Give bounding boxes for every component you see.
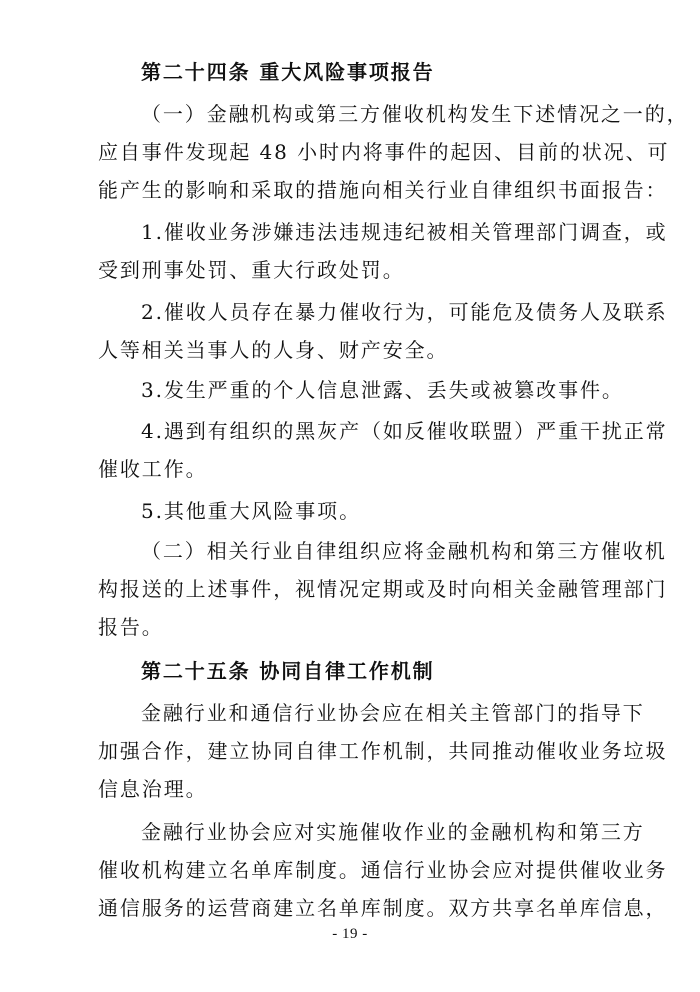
paragraph-line: 能产生的影响和采取的措施向相关行业自律组织书面报告： [98, 178, 668, 202]
paragraph-line: （一）金融机构或第三方催收机构发生下述情况之一的， [141, 102, 689, 126]
paragraph-line: 金融行业协会应对实施催收作业的金融机构和第三方 [141, 820, 645, 844]
article-24-heading: 第二十四条 重大风险事项报告 [141, 60, 435, 84]
list-item-line: 1.催收业务涉嫌违法违规违纪被相关管理部门调查，或 [141, 220, 668, 244]
list-item-line: 5.其他重大风险事项。 [141, 499, 361, 523]
paragraph-line: 加强合作，建立协同自律工作机制，共同推动催收业务垃圾 [98, 739, 668, 763]
list-item-line: 2.催收人员存在暴力催收行为，可能危及债务人及联系 [141, 300, 668, 324]
paragraph-line: 金融行业和通信行业协会应在相关主管部门的指导下 [141, 701, 645, 725]
list-item-line: 催收工作。 [98, 457, 208, 481]
list-item-line: 3.发生严重的个人信息泄露、丢失或被篡改事件。 [141, 378, 624, 402]
paragraph-line: 应自事件发现起 48 小时内将事件的起因、目前的状况、可 [98, 140, 670, 164]
paragraph-line: 催收机构建立名单库制度。通信行业协会应对提供催收业务 [98, 858, 668, 882]
paragraph-line: 构报送的上述事件，视情况定期或及时向相关金融管理部门 [98, 577, 668, 601]
list-item-line: 4.遇到有组织的黑灰产（如反催收联盟）严重干扰正常 [141, 419, 668, 443]
paragraph-line: 报告。 [98, 615, 164, 639]
list-item-line: 受到刑事处罚、重大行政处罚。 [98, 258, 405, 282]
paragraph-line: 通信服务的运营商建立名单库制度。双方共享名单库信息， [98, 896, 668, 920]
article-25-heading: 第二十五条 协同自律工作机制 [141, 659, 435, 683]
page-number: - 19 - [332, 926, 368, 942]
paragraph-line: 信息治理。 [98, 777, 208, 801]
paragraph-line: （二）相关行业自律组织应将金融机构和第三方催收机 [141, 539, 667, 563]
list-item-line: 人等相关当事人的人身、财产安全。 [98, 338, 449, 362]
